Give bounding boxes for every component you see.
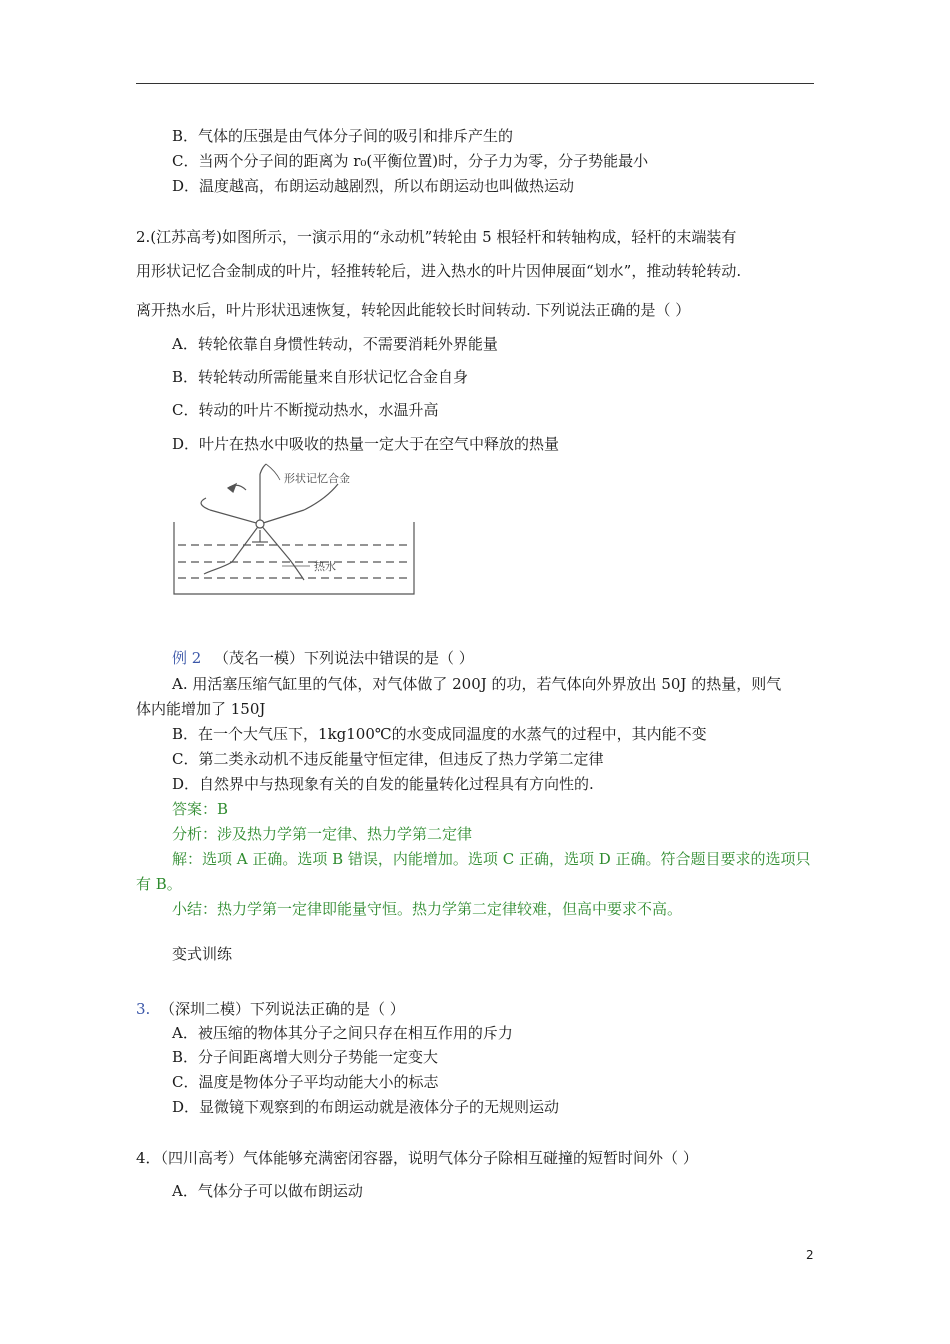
spoke — [232, 524, 260, 562]
q3-option-c: C．温度是物体分子平均动能大小的标志 — [172, 1073, 439, 1091]
q2-stem-line-3: 离开热水后，叶片形状迅速恢复，转轮因此能较长时间转动. 下列说法正确的是（ ） — [136, 301, 691, 319]
q3-option-b: B．分子间距离增大则分子势能一定变大 — [172, 1048, 439, 1066]
spoke — [260, 510, 304, 524]
wheel-hub — [256, 520, 264, 528]
header-rule — [136, 83, 814, 84]
spoke — [210, 510, 260, 524]
blade — [260, 464, 266, 474]
blade — [201, 498, 210, 510]
q2-option-a: A．转轮依靠自身惯性转动，不需要消耗外界能量 — [172, 335, 498, 353]
q2-option-c: C．转动的叶片不断搅动热水，水温升高 — [172, 401, 439, 419]
example-2-solution-line-1: 解：选项 A 正确。选项 B 错误，内能增加。选项 C 正确，选项 D 正确。符合题目要求的选项只 — [172, 850, 811, 868]
perpetual-motion-wheel-figure — [170, 462, 430, 602]
q2-option-b: B．转轮转动所需能量来自形状记忆合金自身 — [172, 368, 469, 386]
label-hot-water: 热水 — [314, 560, 336, 573]
example-2-summary: 小结：热力学第一定律即能量守恒。热力学第二定律较难，但高中要求不高。 — [172, 900, 683, 918]
q2-option-d: D．叶片在热水中吸收的热量一定大于在空气中释放的热量 — [172, 435, 560, 453]
q3-option-a: A．被压缩的物体其分子之间只存在相互作用的斥力 — [172, 1024, 513, 1042]
q3-option-d: D．显微镜下观察到的布朗运动就是液体分子的无规则运动 — [172, 1098, 560, 1116]
example-2-analysis: 分析：涉及热力学第一定律、热力学第二定律 — [172, 825, 473, 843]
q1-option-c: C．当两个分子间的距离为 r₀(平衡位置)时，分子力为零，分子势能最小 — [172, 152, 649, 170]
q4-option-a: A．气体分子可以做布朗运动 — [172, 1182, 363, 1200]
page-number: 2 — [806, 1248, 814, 1262]
example-2-option-a-line-1: A. 用活塞压缩气缸里的气体，对气体做了 200J 的功，若气体向外界放出 50J 的热量，则气 — [172, 675, 782, 693]
q1-option-d: D．温度越高，布朗运动越剧烈，所以布朗运动也叫做热运动 — [172, 177, 575, 195]
example-2-option-b: B．在一个大气压下，1kg100℃的水变成同温度的水蒸气的过程中，其内能不变 — [172, 725, 707, 743]
example-2-tag: 例 2 — [172, 649, 202, 667]
q3-number: 3. — [136, 1000, 151, 1018]
label-alloy: 形状记忆合金 — [284, 472, 350, 485]
example-2-answer: 答案：B — [172, 800, 229, 818]
example-2-solution-line-2: 有 B。 — [136, 875, 182, 893]
q1-option-b: B．气体的压强是由气体分子间的吸引和排斥产生的 — [172, 127, 514, 145]
example-2-option-c: C．第二类永动机不违反能量守恒定律，但违反了热力学第二定律 — [172, 750, 604, 768]
container-outline — [174, 522, 414, 594]
example-2-option-a-line-2: 体内能增加了 150J — [136, 700, 266, 718]
blade — [304, 484, 338, 510]
q4-stem: 4．（四川高考）气体能够充满密闭容器，说明气体分子除相互碰撞的短暂时间外（ ） — [136, 1149, 698, 1167]
q2-stem-line-1: 2.(江苏高考)如图所示，一演示用的“永动机”转轮由 5 根轻杆和转轴构成，轻杆的末端装有 — [136, 228, 737, 246]
example-2-option-d: D．自然界中与热现象有关的自发的能量转化过程具有方向性的. — [172, 775, 594, 793]
q3-stem: （深圳二模）下列说法正确的是（ ） — [160, 1000, 405, 1018]
variant-training-heading: 变式训练 — [172, 945, 233, 963]
blade — [204, 562, 232, 574]
blade — [290, 560, 304, 580]
q2-stem-line-2: 用形状记忆合金制成的叶片，轻推转轮后，进入热水的叶片因伸展面“划水”，推动转轮转动. — [136, 262, 742, 280]
example-2-stem: （茂名一模）下列说法中错误的是（ ） — [214, 649, 474, 667]
